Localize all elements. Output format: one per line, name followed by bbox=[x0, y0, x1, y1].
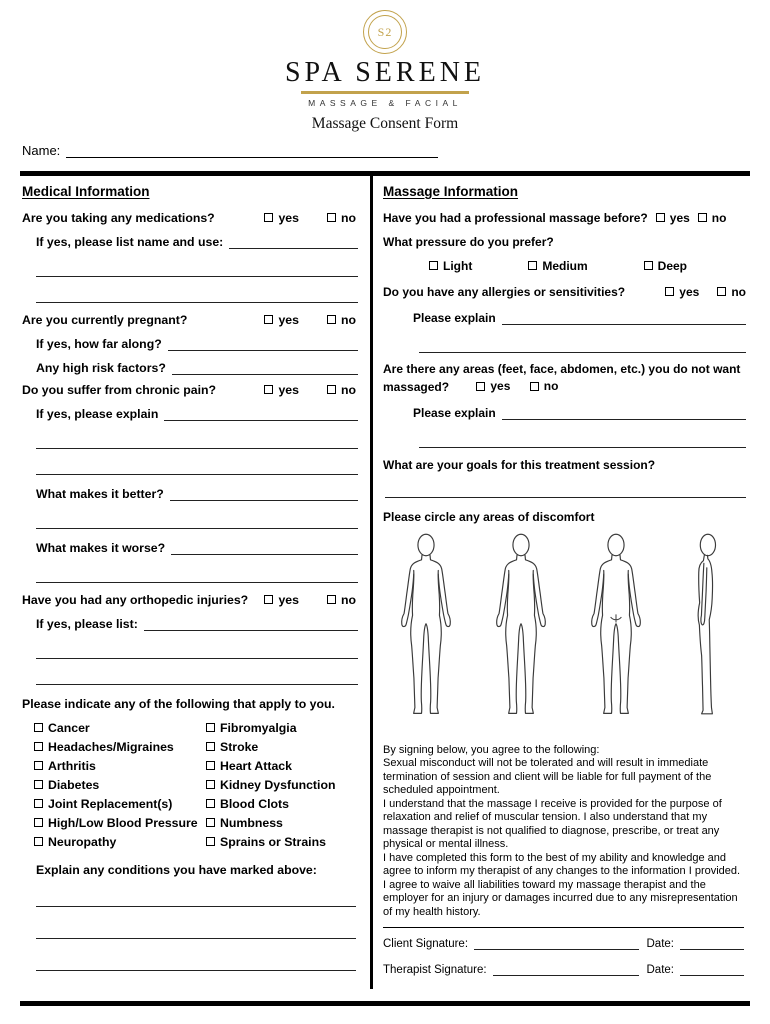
discomfort-label: Please circle any areas of discomfort bbox=[383, 509, 595, 524]
condition-label: Numbness bbox=[220, 815, 283, 830]
condition-numbness[interactable] bbox=[206, 816, 366, 830]
areas-yes-option[interactable] bbox=[476, 378, 510, 395]
condition-label: Heart Attack bbox=[220, 758, 292, 773]
condition-label: Joint Replacement(s) bbox=[48, 796, 173, 811]
allergies-question: Do you have any allergies or sensitivities? bbox=[383, 284, 626, 299]
allergies-yes-option[interactable] bbox=[665, 285, 699, 299]
name-label: Name: bbox=[22, 142, 61, 158]
checkbox-icon[interactable] bbox=[206, 761, 215, 770]
high-risk-line[interactable] bbox=[172, 361, 358, 375]
name-input-line[interactable] bbox=[66, 143, 438, 158]
conditions-checkbox-grid bbox=[22, 721, 366, 849]
yes-label: yes bbox=[669, 210, 690, 225]
blank-write-line[interactable] bbox=[36, 911, 356, 939]
chronic-pain-question-row bbox=[22, 381, 366, 399]
condition-joint-replacements[interactable] bbox=[34, 797, 206, 811]
pregnant-followup-row bbox=[22, 333, 366, 351]
blank-write-line[interactable] bbox=[36, 879, 356, 907]
blank-write-line[interactable] bbox=[36, 507, 358, 529]
goals-write-line[interactable] bbox=[385, 472, 746, 498]
pregnant-question-row bbox=[22, 311, 366, 329]
allergies-yes-no-group bbox=[665, 285, 750, 299]
chronic-pain-followup-row bbox=[22, 403, 366, 421]
checkbox-icon[interactable] bbox=[644, 261, 653, 270]
section-divider-bottom bbox=[20, 1001, 750, 1006]
spa-serene-logo-icon bbox=[363, 10, 407, 54]
brand-tagline: MASSAGE & FACIAL bbox=[308, 97, 462, 108]
medications-yes-no-group bbox=[264, 211, 366, 225]
checkbox-icon[interactable] bbox=[264, 385, 273, 394]
condition-headaches-migraines[interactable] bbox=[34, 740, 206, 754]
no-massage-areas-question-block bbox=[383, 361, 744, 396]
pregnant-yes-no-group bbox=[264, 313, 366, 327]
checkbox-icon[interactable] bbox=[429, 261, 438, 270]
date-label: Date: bbox=[646, 938, 674, 950]
condition-arthritis[interactable] bbox=[34, 759, 206, 773]
massage-information-section bbox=[373, 176, 750, 990]
therapist-date-line[interactable] bbox=[680, 963, 744, 976]
yes-label: yes bbox=[278, 210, 299, 225]
brand-name: SPA SERENE bbox=[284, 57, 486, 88]
medications-followup-label: If yes, please list name and use: bbox=[36, 234, 224, 249]
checkbox-icon[interactable] bbox=[327, 213, 336, 222]
medications-yes-option[interactable] bbox=[264, 211, 299, 225]
checkbox-icon[interactable] bbox=[34, 837, 43, 846]
checkbox-icon[interactable] bbox=[206, 780, 215, 789]
pressure-question: What pressure do you prefer? bbox=[383, 234, 554, 249]
condition-stroke[interactable] bbox=[206, 740, 366, 754]
pregnant-followup-label: If yes, how far along? bbox=[36, 336, 162, 351]
better-question-label: What makes it better? bbox=[36, 486, 164, 501]
client-signature-row bbox=[383, 937, 744, 950]
agreement-text bbox=[383, 744, 744, 920]
checkbox-icon[interactable] bbox=[327, 315, 336, 324]
allergies-row bbox=[383, 283, 750, 301]
gold-divider-rule bbox=[301, 91, 469, 94]
checkbox-icon[interactable] bbox=[206, 742, 215, 751]
chronic-pain-question: Do you suffer from chronic pain? bbox=[22, 382, 217, 397]
condition-label: High/Low Blood Pressure bbox=[48, 815, 198, 830]
blank-write-line[interactable] bbox=[36, 255, 358, 277]
condition-heart-attack[interactable] bbox=[206, 759, 366, 773]
yes-label: yes bbox=[679, 284, 700, 299]
checkbox-icon[interactable] bbox=[476, 382, 485, 391]
condition-cancer[interactable] bbox=[34, 721, 206, 735]
body-diagram-row bbox=[383, 530, 746, 738]
high-risk-label: Any high risk factors? bbox=[36, 360, 166, 375]
checkbox-icon[interactable] bbox=[264, 595, 273, 604]
checkbox-icon[interactable] bbox=[528, 261, 537, 270]
checkbox-icon[interactable] bbox=[34, 780, 43, 789]
form-header bbox=[0, 0, 770, 133]
chronic-pain-yes-option[interactable] bbox=[264, 383, 299, 397]
agreement-paragraph: Sexual misconduct will not be tolerated and will result in immediate termination of session and client will be liable for full payment of the scheduled appointment. bbox=[383, 757, 712, 796]
orthopedic-question-row bbox=[22, 591, 366, 609]
professional-massage-question: Have you had a professional massage before? bbox=[383, 210, 648, 225]
medications-detail-line[interactable] bbox=[229, 235, 358, 249]
pressure-label: Deep bbox=[657, 258, 688, 273]
professional-yes-option[interactable] bbox=[656, 211, 690, 225]
checkbox-icon[interactable] bbox=[206, 818, 215, 827]
orthopedic-yes-no-group bbox=[264, 593, 366, 607]
form-columns bbox=[20, 176, 750, 990]
no-label: no bbox=[543, 378, 559, 393]
explain-conditions-label: Explain any conditions you have marked above: bbox=[36, 862, 317, 877]
checkbox-icon[interactable] bbox=[34, 742, 43, 751]
worse-question-label: What makes it worse? bbox=[36, 540, 166, 555]
condition-label: Headaches/Migraines bbox=[48, 739, 174, 754]
no-label: no bbox=[340, 382, 356, 397]
blank-write-line[interactable] bbox=[36, 427, 358, 449]
logo-monogram: S2 bbox=[377, 24, 393, 39]
client-signature-line[interactable] bbox=[474, 937, 638, 950]
massage-section-title: Massage Information bbox=[383, 183, 519, 199]
checkbox-icon[interactable] bbox=[206, 799, 215, 808]
professional-no-option[interactable] bbox=[698, 211, 727, 225]
condition-label: Neuropathy bbox=[48, 834, 117, 849]
condition-fibromyalgia[interactable] bbox=[206, 721, 366, 735]
checkbox-icon[interactable] bbox=[206, 723, 215, 732]
please-explain-label: Please explain bbox=[413, 405, 496, 420]
pressure-options-row bbox=[383, 259, 750, 273]
condition-diabetes[interactable] bbox=[34, 778, 206, 792]
yes-label: yes bbox=[278, 382, 299, 397]
medications-no-option[interactable] bbox=[327, 211, 356, 225]
checkbox-icon[interactable] bbox=[717, 287, 726, 296]
checkbox-icon[interactable] bbox=[264, 315, 273, 324]
blank-write-line[interactable] bbox=[36, 663, 358, 685]
blank-write-line[interactable] bbox=[419, 331, 746, 353]
goals-question: What are your goals for this treatment session? bbox=[383, 457, 656, 472]
checkbox-icon[interactable] bbox=[34, 761, 43, 770]
condition-label: Blood Clots bbox=[220, 796, 289, 811]
blank-write-line[interactable] bbox=[36, 281, 358, 303]
agreement-intro: By signing below, you agree to the following: bbox=[383, 743, 600, 756]
condition-label: Kidney Dysfunction bbox=[220, 777, 336, 792]
allergies-explain-row bbox=[383, 307, 750, 325]
checkbox-icon[interactable] bbox=[34, 799, 43, 808]
client-date-line[interactable] bbox=[680, 937, 744, 950]
body-figure-back-icon[interactable] bbox=[573, 532, 659, 738]
pressure-deep-option[interactable] bbox=[644, 259, 687, 273]
yes-label: yes bbox=[278, 312, 299, 327]
condition-neuropathy[interactable] bbox=[34, 835, 206, 849]
agreement-paragraph: I understand that the massage I receive is provided for the purpose of relaxation and relief of muscular tension. I also understand that my massage therapist is not qualified to diagnose, prescribe, or treat any physical or mental illness. bbox=[383, 797, 722, 850]
chronic-pain-detail-line[interactable] bbox=[164, 407, 358, 421]
pressure-label: Medium bbox=[542, 258, 588, 273]
blank-write-line[interactable] bbox=[36, 561, 358, 583]
signature-section bbox=[383, 927, 744, 976]
blank-write-line[interactable] bbox=[36, 453, 358, 475]
client-signature-label: Client Signature: bbox=[383, 938, 469, 950]
condition-label: Sprains or Strains bbox=[220, 834, 326, 849]
therapist-signature-line[interactable] bbox=[493, 963, 639, 976]
high-risk-row bbox=[22, 357, 366, 375]
condition-label: Fibromyalgia bbox=[220, 720, 297, 735]
chronic-pain-followup-label: If yes, please explain bbox=[36, 406, 159, 421]
please-explain-label: Please explain bbox=[413, 310, 496, 325]
therapist-signature-label: Therapist Signature: bbox=[383, 964, 487, 976]
checkbox-icon[interactable] bbox=[206, 837, 215, 846]
worse-question-row bbox=[22, 537, 366, 555]
allergies-no-option[interactable] bbox=[717, 285, 746, 299]
medical-information-section bbox=[20, 176, 370, 990]
orthopedic-followup-row bbox=[22, 613, 366, 631]
blank-write-line[interactable] bbox=[36, 943, 356, 971]
yes-label: yes bbox=[490, 378, 511, 393]
orthopedic-followup-label: If yes, please list: bbox=[36, 616, 138, 631]
body-figure-side-icon[interactable] bbox=[668, 532, 746, 738]
pregnant-detail-line[interactable] bbox=[168, 337, 358, 351]
pressure-label: Light bbox=[443, 258, 473, 273]
condition-kidney-dysfunction[interactable] bbox=[206, 778, 366, 792]
pregnant-no-option[interactable] bbox=[327, 313, 356, 327]
checkbox-icon[interactable] bbox=[665, 287, 674, 296]
orthopedic-question: Have you had any orthopedic injuries? bbox=[22, 592, 249, 607]
condition-label: Diabetes bbox=[48, 777, 100, 792]
no-label: no bbox=[340, 592, 356, 607]
condition-blood-clots[interactable] bbox=[206, 797, 366, 811]
better-line[interactable] bbox=[170, 487, 358, 501]
pressure-light-option[interactable] bbox=[429, 259, 472, 273]
therapist-signature-row bbox=[383, 963, 744, 976]
logo-inner-ring bbox=[368, 15, 402, 49]
no-label: no bbox=[340, 312, 356, 327]
professional-massage-row bbox=[383, 209, 750, 227]
orthopedic-no-option[interactable] bbox=[327, 593, 356, 607]
no-massage-areas-question: Are there any areas (feet, face, abdomen, etc.) you do not want massaged? bbox=[383, 361, 741, 394]
condition-sprains-strains[interactable] bbox=[206, 835, 366, 849]
checkbox-icon[interactable] bbox=[327, 595, 336, 604]
conditions-intro: Please indicate any of the following that apply to you. bbox=[22, 696, 335, 711]
condition-high-low-blood-pressure[interactable] bbox=[34, 816, 206, 830]
orthopedic-detail-line[interactable] bbox=[144, 617, 358, 631]
areas-explain-line[interactable] bbox=[502, 406, 746, 420]
orthopedic-yes-option[interactable] bbox=[264, 593, 299, 607]
checkbox-icon[interactable] bbox=[327, 385, 336, 394]
chronic-pain-no-option[interactable] bbox=[327, 383, 356, 397]
blank-write-line[interactable] bbox=[36, 637, 358, 659]
chronic-pain-yes-no-group bbox=[264, 383, 366, 397]
body-figure-front-2-icon[interactable] bbox=[478, 532, 564, 738]
allergies-explain-line[interactable] bbox=[502, 311, 746, 325]
pressure-medium-option[interactable] bbox=[528, 259, 587, 273]
medications-question: Are you taking any medications? bbox=[22, 210, 215, 225]
date-label: Date: bbox=[646, 964, 674, 976]
medical-section-title: Medical Information bbox=[22, 183, 150, 199]
agreement-paragraph: I have completed this form to the best of my ability and knowledge and agree to inform my therapist of any changes to the information I provided. I agree to waive all liabilities toward my massage therapist and the employer for an injury or damages incurred due to any misrepresentation of my health history. bbox=[383, 851, 741, 918]
areas-explain-row bbox=[383, 402, 750, 420]
checkbox-icon[interactable] bbox=[698, 213, 707, 222]
pregnant-question: Are you currently pregnant? bbox=[22, 312, 188, 327]
form-title: Massage Consent Form bbox=[311, 114, 459, 132]
condition-label: Arthritis bbox=[48, 758, 96, 773]
blank-write-line[interactable] bbox=[419, 426, 746, 448]
name-row bbox=[22, 143, 748, 158]
pregnant-yes-option[interactable] bbox=[264, 313, 299, 327]
condition-label: Stroke bbox=[220, 739, 259, 754]
no-label: no bbox=[711, 210, 727, 225]
no-label: no bbox=[731, 284, 746, 299]
checkbox-icon[interactable] bbox=[530, 382, 539, 391]
checkbox-icon[interactable] bbox=[656, 213, 665, 222]
checkbox-icon[interactable] bbox=[34, 723, 43, 732]
better-question-row bbox=[22, 483, 366, 501]
medications-question-row bbox=[22, 209, 366, 227]
body-figure-front-icon[interactable] bbox=[383, 532, 469, 738]
no-label: no bbox=[340, 210, 356, 225]
checkbox-icon[interactable] bbox=[264, 213, 273, 222]
checkbox-icon[interactable] bbox=[34, 818, 43, 827]
condition-label: Cancer bbox=[48, 720, 90, 735]
medications-followup-row bbox=[22, 231, 366, 249]
areas-no-option[interactable] bbox=[530, 378, 559, 395]
yes-label: yes bbox=[278, 592, 299, 607]
worse-line[interactable] bbox=[171, 541, 358, 555]
